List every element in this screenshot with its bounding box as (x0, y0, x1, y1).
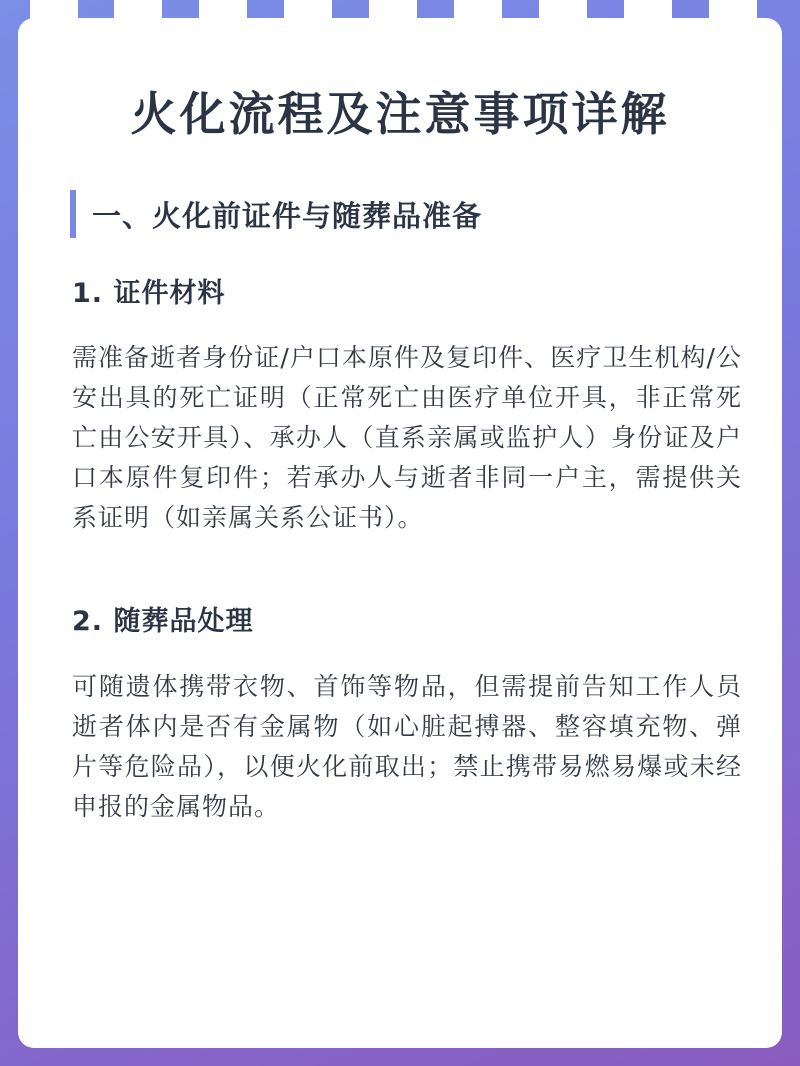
paragraph-documents: 需准备逝者身份证/户口本原件及复印件、医疗卫生机构/公安出具的死亡证明（正常死亡由医疗单位开具，非正常死亡由公安开具）、承办人（直系亲属或监护人）身份证及户口本原件复印件；若承办人与逝者非同一户主，需提供关系证明（如亲属关系公证书）。 (72, 343, 742, 532)
decorative-tab (30, 0, 78, 20)
decorative-tab (624, 0, 672, 20)
section-heading-text: 一、火化前证件与随葬品准备 (92, 198, 483, 233)
page-title: 火化流程及注意事项详解 (130, 87, 670, 141)
decorative-tab (114, 0, 162, 20)
decorative-top-tabs (0, 0, 800, 20)
subheading-documents: 1. 证件材料 (72, 278, 226, 309)
decorative-tab (199, 0, 247, 20)
decorative-tab (369, 0, 417, 20)
decorative-tab (539, 0, 587, 20)
decorative-tab (284, 0, 332, 20)
decorative-tab (709, 0, 757, 20)
section-heading (70, 190, 482, 238)
section-accent-bar (70, 190, 76, 238)
paragraph-burial-items: 可随遗体携带衣物、首饰等物品，但需提前告知工作人员逝者体内是否有金属物（如心脏起搏器、整容填充物、弹片等危险品），以便火化前取出；禁止携带易燃易爆或未经申报的金属物品。 (72, 672, 742, 821)
subheading-burial-items: 2. 随葬品处理 (72, 606, 254, 637)
decorative-tab (454, 0, 502, 20)
content-card (18, 18, 782, 1048)
